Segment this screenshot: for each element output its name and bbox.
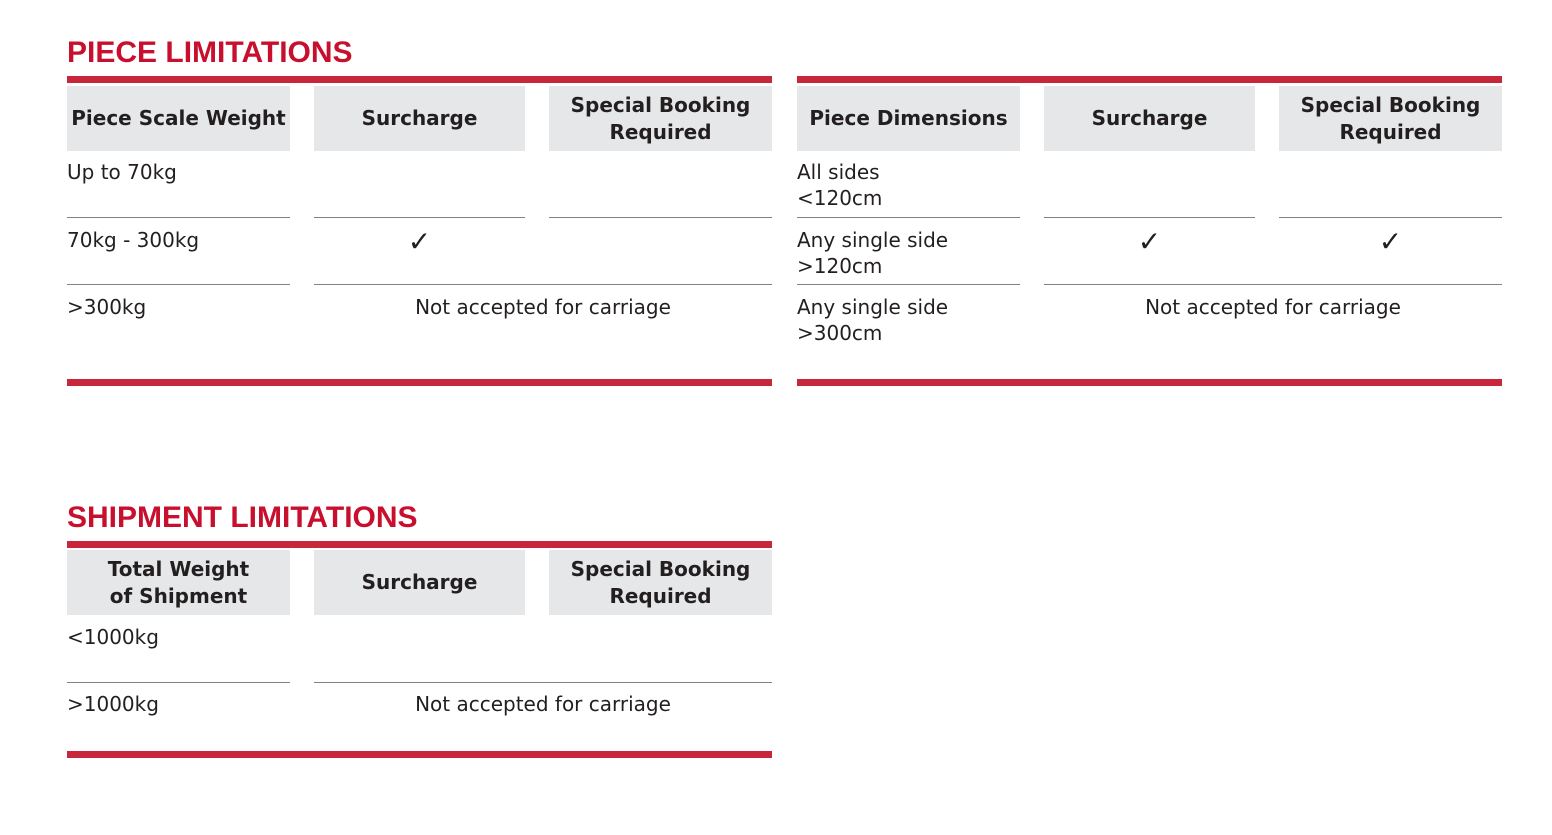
checkmark-icon: ✓ [1378,225,1403,258]
row-divider [67,682,290,683]
header-surcharge: Surcharge [314,86,525,151]
table-top-bar [67,541,772,548]
row-label: Any single side >120cm [797,228,949,278]
row-label: Any single side >300cm [797,295,949,345]
row-divider [797,217,1020,218]
row-divider [1279,217,1502,218]
header-special-booking: Special Booking Required [549,86,772,151]
row-divider [314,217,525,218]
header-surcharge: Surcharge [314,550,525,615]
row-label: >300kg [67,295,147,319]
header-piece-scale-weight: Piece Scale Weight [67,86,290,151]
shipment-limitations-title: SHIPMENT LIMITATIONS [67,501,418,534]
table-bottom-bar [67,751,772,758]
header-piece-dimensions: Piece Dimensions [797,86,1020,151]
header-total-weight: Total Weight of Shipment [67,550,290,615]
header-special-booking: Special Booking Required [549,550,772,615]
row-divider [1044,217,1255,218]
row-label: >1000kg [67,692,159,716]
table-top-bar [797,76,1502,83]
row-label: 70kg - 300kg [67,228,200,252]
checkmark-icon: ✓ [1137,225,1162,258]
not-accepted-note: Not accepted for carriage [1145,295,1401,319]
not-accepted-note: Not accepted for carriage [415,295,671,319]
row-divider [1044,284,1502,285]
row-divider [314,284,772,285]
row-label: <1000kg [67,625,159,649]
piece-limitations-title: PIECE LIMITATIONS [67,36,353,69]
header-surcharge: Surcharge [1044,86,1255,151]
row-label: Up to 70kg [67,160,177,184]
table-top-bar [67,76,772,83]
row-label: All sides <120cm [797,160,883,210]
row-divider [67,217,290,218]
table-bottom-bar [797,379,1502,386]
checkmark-icon: ✓ [407,225,432,258]
header-special-booking: Special Booking Required [1279,86,1502,151]
row-divider [797,284,1020,285]
row-divider [314,682,772,683]
row-divider [67,284,290,285]
not-accepted-note: Not accepted for carriage [415,692,671,716]
row-divider [549,217,772,218]
table-bottom-bar [67,379,772,386]
